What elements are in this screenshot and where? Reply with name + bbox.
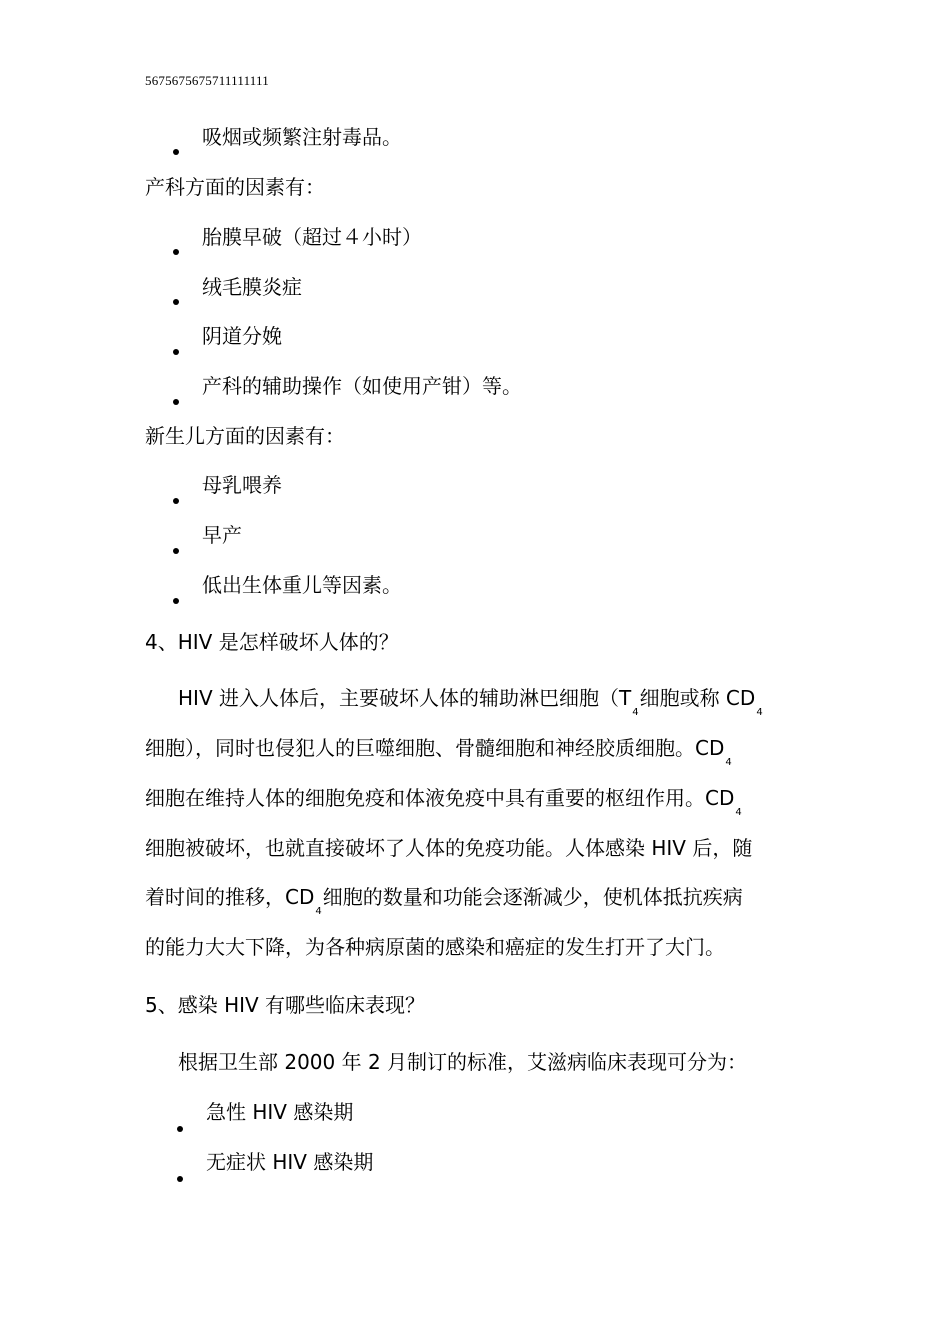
paragraph-line: 根据卫生部 2000 年 2 月制订的标准，艾滋病临床表现可分为：: [178, 1050, 748, 1074]
list-item: 母乳喂养: [202, 473, 282, 497]
subscript: 4: [315, 906, 322, 917]
section-heading-newborn: 新生儿方面的因素有：: [145, 424, 345, 448]
list-item: 阴道分娩: [202, 324, 282, 348]
paragraph-line: 细胞被破坏，也就直接破坏了人体的免疫功能。人体感染 HIV 后，随: [145, 836, 753, 860]
list-item: 胎膜早破（超过４小时）: [202, 225, 422, 249]
list-item: 无症状 HIV 感染期: [206, 1150, 374, 1174]
bullet-icon: [173, 399, 179, 405]
bullet-icon: [173, 498, 179, 504]
paragraph-line: 着时间的推移，$CD_4$细胞的数量和功能会逐渐减少，使机体抵抗疾病: [145, 885, 743, 917]
paragraph-line: 细胞在维持人体的细胞免疫和体液免疫中具有重要的枢纽作用。$CD_4$: [145, 786, 742, 818]
section-heading-obstetric: 产科方面的因素有：: [145, 175, 325, 199]
header-code: 5675675675711111111: [145, 73, 269, 88]
bullet-icon: [173, 349, 179, 355]
bullet-icon: [173, 149, 179, 155]
subscript: 4: [725, 757, 732, 768]
paragraph-line: 的能力大大下降，为各种病原菌的感染和癌症的发生打开了大门。: [145, 935, 725, 959]
subscript: 4: [632, 707, 639, 718]
question-title: 5、感染 HIV 有哪些临床表现？: [145, 993, 426, 1017]
bullet-icon: [177, 1176, 183, 1182]
list-item: 吸烟或频繁注射毒品。: [202, 125, 402, 149]
list-item: 急性 HIV 感染期: [206, 1100, 354, 1124]
subscript: 4: [735, 807, 742, 818]
list-item: 早产: [202, 523, 242, 547]
paragraph-line: 细胞），同时也侵犯人的巨噬细胞、骨髓细胞和神经胶质细胞。$CD_4$: [145, 736, 732, 768]
question-title: 4、HIV 是怎样破坏人体的？: [145, 630, 399, 654]
bullet-icon: [173, 299, 179, 305]
list-item: 产科的辅助操作（如使用产钳）等。: [202, 374, 522, 398]
bullet-icon: [173, 249, 179, 255]
list-item: 绒毛膜炎症: [202, 275, 302, 299]
list-item: 低出生体重儿等因素。: [202, 573, 402, 597]
paragraph-line: HIV 进入人体后，主要破坏人体的辅助淋巴细胞（$T_4$细胞或称 $CD_4$: [178, 686, 763, 718]
bullet-icon: [177, 1126, 183, 1132]
subscript: 4: [756, 707, 763, 718]
bullet-icon: [173, 598, 179, 604]
bullet-icon: [173, 548, 179, 554]
